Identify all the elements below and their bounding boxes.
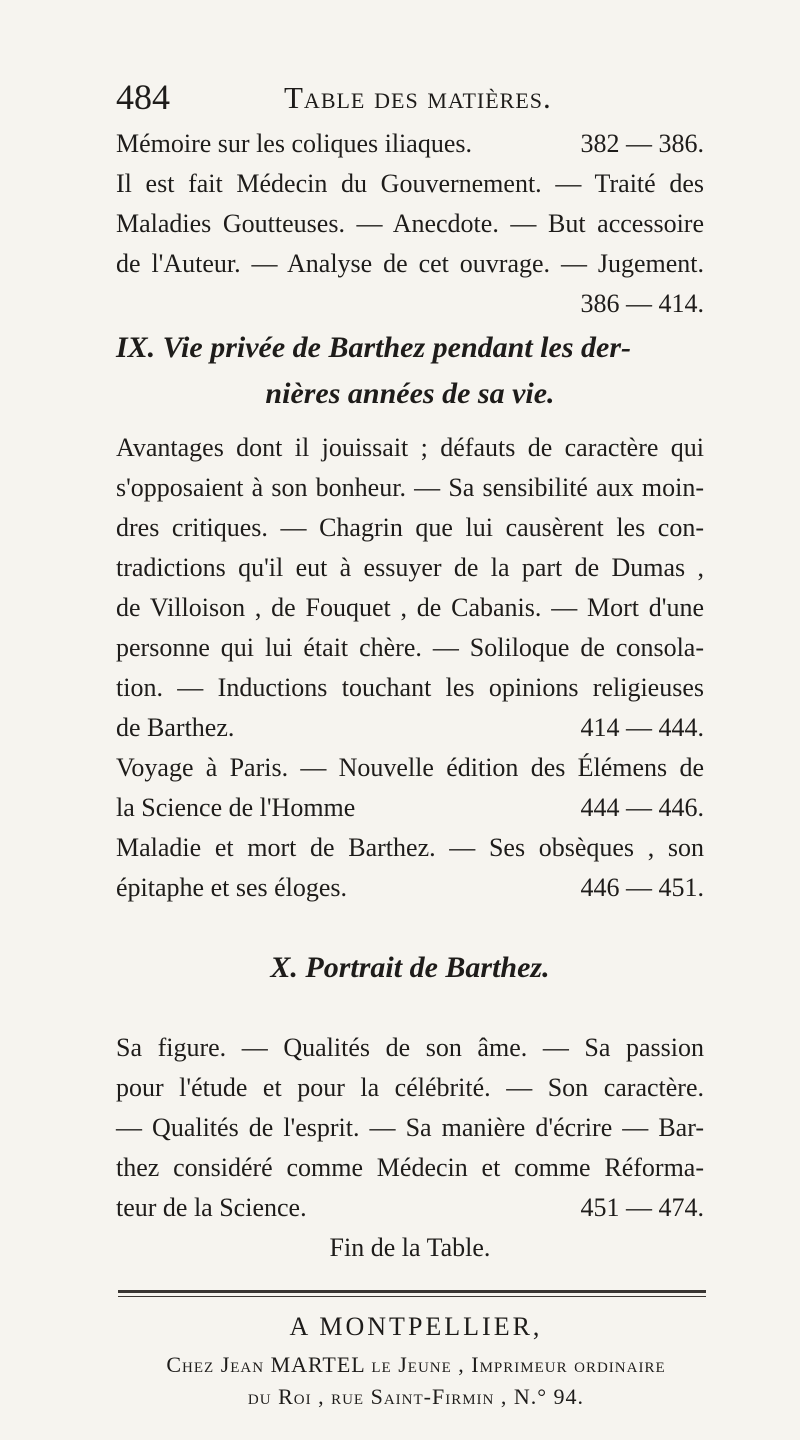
section-x-body <box>116 1028 704 1268</box>
page-range: 444 — 446. <box>580 793 704 822</box>
text-line: de Villoison , de Fouquet , de Cabanis. — Mort d'une <box>116 593 704 622</box>
text-line: Maladie et mort de Barthez. — Ses obsèques , son <box>116 833 704 862</box>
text-line: tion. — Inductions touchant les opinions religieuses <box>116 673 704 702</box>
text-line: de Barthez. 414 — 444. <box>116 708 704 748</box>
text-line: Il est fait Médecin du Gouvernement. — Traité des <box>116 169 704 198</box>
text-line: personne qui lui était chère. — Soliloque de consola- <box>116 633 704 662</box>
text-line: Maladies Goutteuses. — Anecdote. — But accessoire <box>116 209 704 238</box>
text-line: Voyage à Paris. — Nouvelle édition des Élémens de <box>116 753 704 782</box>
section-x-title <box>116 948 704 994</box>
end-note: Fin de la Table. <box>329 1233 491 1262</box>
text-line: épitaphe et ses éloges. 446 — 451. <box>116 868 704 908</box>
text-line: Sa figure. — Qualités de son âme. — Sa passion <box>116 1033 704 1062</box>
text-line: la Science de l'Homme 444 — 446. <box>116 788 704 828</box>
page-range: 386 — 414. <box>580 289 704 318</box>
imprint-address: du Roi , rue Saint-Firmin , N.° 94. <box>247 1384 585 1409</box>
imprint-city: A MONTPELLIER, <box>289 1312 543 1341</box>
section-ix-body <box>116 428 704 908</box>
text-line: tradictions qu'il eut à essuyer de la part de Dumas , <box>116 553 704 582</box>
text-line: s'opposaient à son bonheur. — Sa sensibilité aux moin- <box>116 473 704 502</box>
text-line: dres critiques. — Chagrin que lui causèrent les con- <box>116 513 704 542</box>
running-title: Table des matières. <box>284 80 552 115</box>
section-title-line: IX. Vie privée de Barthez pendant les der- <box>116 331 631 364</box>
entry-viii-end <box>116 124 704 324</box>
section-title-line: X. Portrait de Barthez. <box>270 951 550 984</box>
page-range: 414 — 444. <box>580 713 704 742</box>
text-line: de l'Auteur. — Analyse de cet ouvrage. — Jugement. <box>116 249 704 278</box>
section-ix-title <box>116 328 704 420</box>
text-line: teur de la Science. 451 — 474. <box>116 1188 704 1228</box>
text-line: thez considéré comme Médecin et comme Réforma- <box>116 1153 704 1182</box>
text-line: Mémoire sur les coliques iliaques. 382 — 386. <box>116 129 704 158</box>
page-range: 446 — 451. <box>580 873 704 902</box>
divider-rule <box>118 1290 706 1293</box>
page-header <box>116 76 616 116</box>
section-title-line: nières années de sa vie. <box>265 377 555 410</box>
text-line: Avantages dont il jouissait ; défauts de caractère qui <box>116 433 704 462</box>
text-line: — Qualités de l'esprit. — Sa manière d'écrire — Bar- <box>116 1113 704 1142</box>
imprint <box>116 1312 716 1416</box>
page-number: 484 <box>116 77 170 117</box>
imprint-printer: Chez Jean MARTEL le Jeune , Imprimeur ordinaire <box>166 1352 666 1377</box>
page-range: 451 — 474. <box>580 1193 704 1222</box>
text-line: pour l'étude et pour la célébrité. — Son caractère. <box>116 1073 704 1102</box>
divider-rule-thin <box>118 1296 706 1297</box>
